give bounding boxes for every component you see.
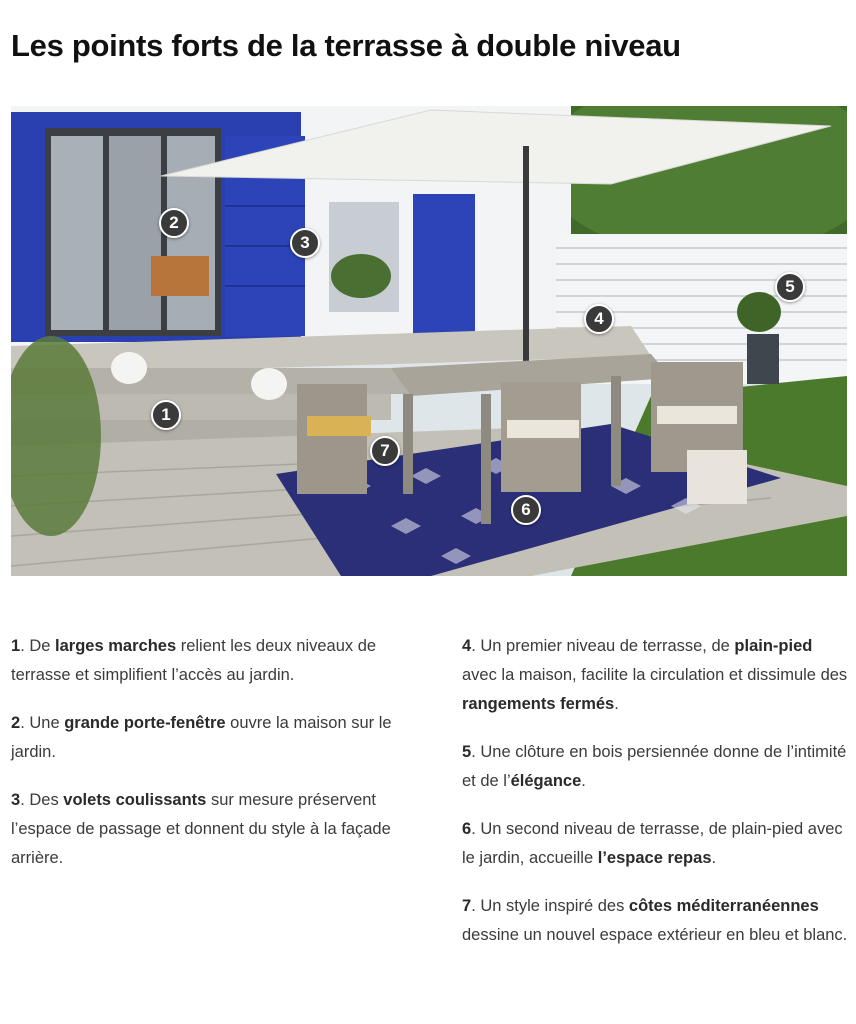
caption-item-2: 2. Une grande porte-fenêtre ouvre la maison sur le jardin. [11, 714, 392, 761]
page-title: Les points forts de la terrasse à double niveau [11, 28, 681, 63]
caption-item-4: 4. Un premier niveau de terrasse, de plain-pied avec la maison, facilite la circulation et dissimule des rangements fermés. [462, 637, 848, 713]
photo-marker-3: 3 [290, 228, 320, 258]
caption-column-left [11, 632, 401, 892]
photo-marker-2: 2 [159, 208, 189, 238]
terrace-photo [11, 106, 847, 576]
photo-marker-1: 1 [151, 400, 181, 430]
photo-marker-4: 4 [584, 304, 614, 334]
caption-item-3: 3. Des volets coulissants sur mesure préservent l’espace de passage et donnent du style à la façade arrière. [11, 791, 391, 867]
photo-marker-5: 5 [775, 272, 805, 302]
caption-item-6: 6. Un second niveau de terrasse, de plain-pied avec le jardin, accueille l’espace repas. [462, 820, 843, 867]
caption-item-5: 5. Une clôture en bois persiennée donne de l’intimité et de l’élégance. [462, 743, 847, 790]
caption-column-right [462, 632, 848, 969]
terrace-illustration [11, 106, 847, 576]
photo-marker-7: 7 [370, 436, 400, 466]
caption-item-1: 1. De larges marches relient les deux niveaux de terrasse et simplifient l’accès au jardin. [11, 637, 377, 684]
caption-item-7: 7. Un style inspiré des côtes méditerranéennes dessine un nouvel espace extérieur en bleu et blanc. [462, 897, 848, 944]
photo-marker-6: 6 [511, 495, 541, 525]
